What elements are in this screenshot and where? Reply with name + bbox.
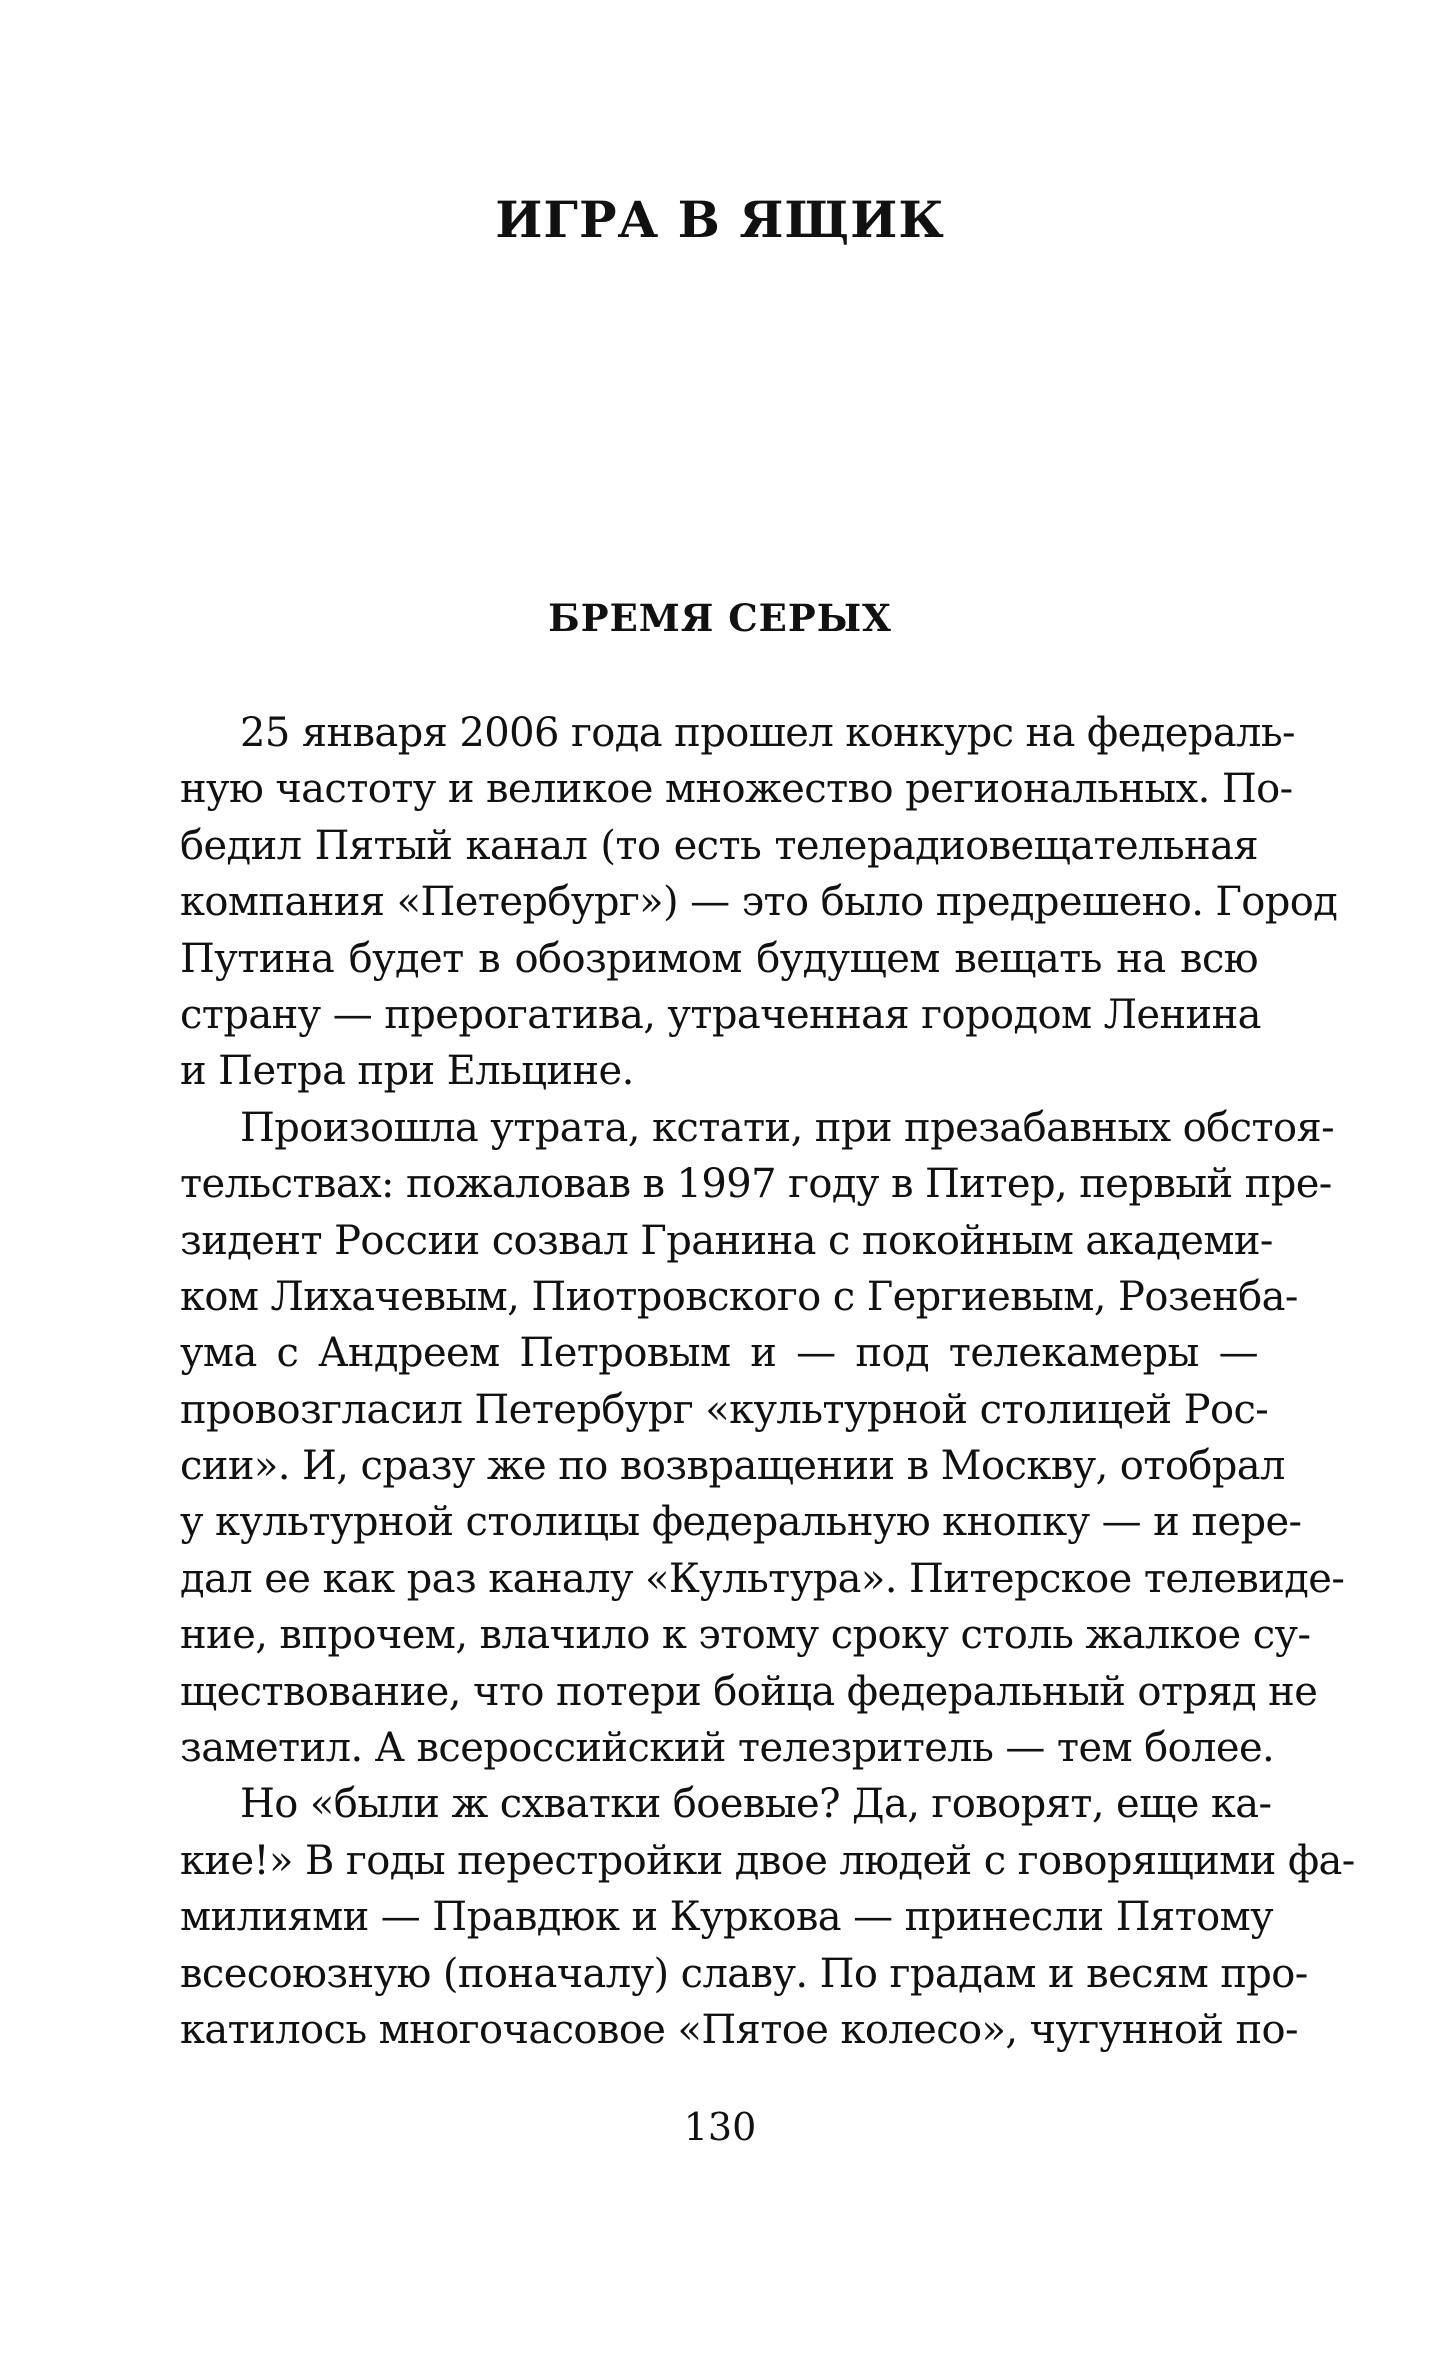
text-line: компания «Петербург») — это было предрешено. Город <box>180 879 1338 926</box>
text-line: у культурной столицы федеральную кнопку — и пере- <box>180 1499 1302 1546</box>
text-line: сии». И, сразу же по возвращении в Москву, отобрал <box>180 1443 1285 1490</box>
text-line: заметил. А всероссийский телезритель — тем более. <box>180 1725 1275 1772</box>
text-line: Но «были ж схватки боевые? Да, говорят, еще ка- <box>240 1781 1272 1828</box>
text-line: ную частоту и великое множество региональных. По- <box>180 766 1293 813</box>
text-line: милиями — Правдюк и Куркова — принесли Пятому <box>180 1894 1274 1941</box>
text-line: бедил Пятый канал (то есть телерадиовещательная <box>180 822 1258 869</box>
text-line: зидент России созвал Гранина с покойным академи- <box>180 1217 1273 1264</box>
section-title: БРЕМЯ СЕРЫХ <box>548 596 892 640</box>
text-line: ществование, что потери бойца федеральный отряд не <box>180 1668 1318 1715</box>
text-line: ние, впрочем, влачило к этому сроку столь жалкое су- <box>180 1612 1311 1659</box>
text-line: Путина будет в обозримом будущем вещать на всю <box>180 935 1258 982</box>
text-line: тельствах: пожаловав в 1997 году в Питер, первый пре- <box>180 1161 1332 1208</box>
chapter-title: ИГРА В ЯЩИК <box>495 190 945 249</box>
text-line: кие!» В годы перестройки двое людей с говорящими фа- <box>180 1837 1355 1884</box>
text-line: всесоюзную (поначалу) славу. По градам и весям про- <box>180 1950 1308 1997</box>
text-line: провозгласил Петербург «культурной столицей Рос- <box>180 1386 1269 1433</box>
text-line: катилось многочасовое «Пятое колесо», чугунной по- <box>180 2006 1298 2053</box>
body-text <box>180 705 1355 2058</box>
text-line: и Петра при Ельцине. <box>180 1048 634 1095</box>
text-line: 25 января 2006 года прошел конкурс на федераль- <box>240 710 1295 756</box>
text-line: дал ее как раз каналу «Культура». Питерское телевиде- <box>180 1555 1345 1602</box>
text-line: страну — прерогатива, утраченная городом Ленина <box>180 991 1261 1038</box>
text-line: Произошла утрата, кстати, при презабавных обстоя- <box>240 1104 1334 1151</box>
text-line: ком Лихачевым, Пиотровского с Гергиевым, Розенба- <box>180 1273 1298 1320</box>
text-line: ума с Андреем Петровым и — под телекамеры — <box>180 1330 1258 1377</box>
page-number: 130 <box>683 2105 757 2149</box>
